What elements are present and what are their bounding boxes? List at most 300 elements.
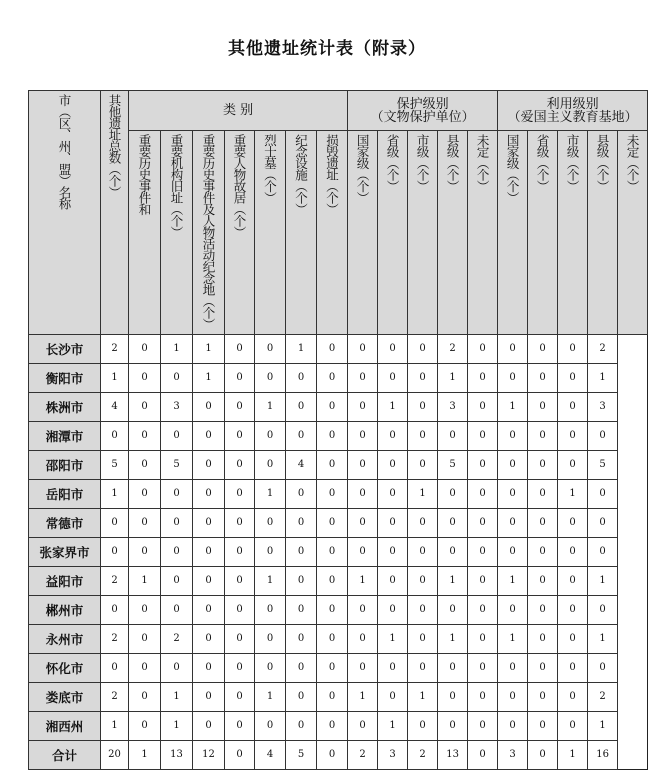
table-cell: 0 — [588, 537, 618, 566]
table-cell: 0 — [378, 334, 408, 363]
header-usage-col: 省级（个） — [528, 131, 558, 335]
table-cell: 0 — [378, 653, 408, 682]
table-row — [29, 740, 648, 769]
table-cell: 1 — [408, 682, 438, 711]
table-cell: 0 — [225, 566, 255, 595]
table-cell: 1 — [558, 740, 588, 769]
table-cell: 0 — [558, 624, 588, 653]
table-cell: 0 — [193, 566, 225, 595]
table-cell: 0 — [558, 682, 588, 711]
table-cell: 1 — [378, 624, 408, 653]
table-cell: 0 — [348, 450, 378, 479]
table-cell: 0 — [558, 537, 588, 566]
table-cell: 0 — [193, 508, 225, 537]
table-cell: 0 — [468, 392, 498, 421]
table-cell: 4 — [286, 450, 317, 479]
table-cell: 0 — [408, 566, 438, 595]
table-cell: 0 — [468, 624, 498, 653]
table-row — [29, 595, 648, 624]
table-cell: 0 — [317, 392, 348, 421]
table-cell: 0 — [408, 334, 438, 363]
table-cell: 2 — [161, 624, 193, 653]
row-name: 益阳市 — [29, 566, 101, 595]
table-cell: 1 — [348, 566, 378, 595]
header-protection-col: 未定（个） — [468, 131, 498, 335]
table-cell: 0 — [438, 479, 468, 508]
table-cell: 0 — [317, 595, 348, 624]
table-cell: 5 — [588, 450, 618, 479]
table-cell: 0 — [438, 653, 468, 682]
table-cell: 0 — [378, 682, 408, 711]
table-row — [29, 537, 648, 566]
row-name: 郴州市 — [29, 595, 101, 624]
table-cell: 2 — [588, 682, 618, 711]
table-cell: 0 — [225, 537, 255, 566]
table-cell: 0 — [528, 537, 558, 566]
table-cell: 0 — [558, 363, 588, 392]
table-cell: 0 — [348, 392, 378, 421]
table-cell: 0 — [378, 566, 408, 595]
table-cell: 0 — [528, 508, 558, 537]
table-cell: 0 — [588, 508, 618, 537]
table-cell: 0 — [498, 653, 528, 682]
table-cell: 0 — [225, 624, 255, 653]
table-cell: 5 — [438, 450, 468, 479]
table-cell: 1 — [101, 711, 129, 740]
table-cell: 0 — [438, 537, 468, 566]
table-cell: 1 — [255, 682, 286, 711]
table-cell: 0 — [408, 537, 438, 566]
table-cell: 0 — [498, 711, 528, 740]
table-cell: 0 — [101, 595, 129, 624]
table-cell: 0 — [528, 566, 558, 595]
table-cell: 0 — [317, 450, 348, 479]
row-name: 岳阳市 — [29, 479, 101, 508]
table-cell: 0 — [317, 363, 348, 392]
table-cell: 2 — [101, 682, 129, 711]
table-cell: 0 — [348, 624, 378, 653]
table-cell: 0 — [528, 740, 558, 769]
table-cell: 0 — [498, 363, 528, 392]
table-cell: 0 — [101, 653, 129, 682]
table-cell: 0 — [161, 508, 193, 537]
table-cell: 4 — [255, 740, 286, 769]
table-cell: 3 — [588, 392, 618, 421]
table-cell: 0 — [317, 334, 348, 363]
table-row — [29, 508, 648, 537]
row-name: 长沙市 — [29, 334, 101, 363]
table-cell: 1 — [498, 392, 528, 421]
table-cell: 0 — [378, 421, 408, 450]
table-cell: 0 — [378, 508, 408, 537]
table-cell: 2 — [438, 334, 468, 363]
table-cell: 0 — [161, 421, 193, 450]
table-row — [29, 566, 648, 595]
table-cell: 1 — [408, 479, 438, 508]
table-cell: 0 — [498, 421, 528, 450]
table-cell: 0 — [558, 653, 588, 682]
table-cell: 1 — [161, 682, 193, 711]
header-category-group: 类 别 — [129, 91, 348, 131]
table-cell: 0 — [468, 682, 498, 711]
table-cell: 0 — [255, 508, 286, 537]
table-cell: 0 — [528, 682, 558, 711]
row-name: 衡阳市 — [29, 363, 101, 392]
table-cell: 0 — [408, 653, 438, 682]
table-cell: 0 — [378, 450, 408, 479]
table-cell: 0 — [101, 421, 129, 450]
table-cell: 0 — [193, 537, 225, 566]
table-cell: 5 — [161, 450, 193, 479]
table-cell: 0 — [408, 421, 438, 450]
table-cell: 0 — [317, 479, 348, 508]
table-cell: 0 — [588, 595, 618, 624]
table-cell: 1 — [161, 334, 193, 363]
table-cell: 1 — [378, 392, 408, 421]
header-category-col: 重要历史事件和 — [129, 131, 161, 335]
header-protection-col: 省级（个） — [378, 131, 408, 335]
table-cell: 0 — [438, 595, 468, 624]
table-cell: 0 — [408, 450, 438, 479]
table-cell: 0 — [438, 421, 468, 450]
table-cell: 0 — [193, 653, 225, 682]
table-cell: 0 — [408, 624, 438, 653]
table-cell: 0 — [286, 653, 317, 682]
table-cell: 1 — [588, 363, 618, 392]
table-cell: 0 — [498, 450, 528, 479]
table-cell: 0 — [528, 334, 558, 363]
header-usage-col: 国家级（个） — [498, 131, 528, 335]
table-cell: 0 — [129, 653, 161, 682]
table-cell: 1 — [255, 479, 286, 508]
table-cell: 0 — [193, 711, 225, 740]
table-cell: 0 — [438, 711, 468, 740]
table-cell: 0 — [286, 537, 317, 566]
table-row — [29, 421, 648, 450]
table-cell: 0 — [193, 624, 225, 653]
table-cell: 0 — [408, 363, 438, 392]
table-cell: 5 — [286, 740, 317, 769]
row-name: 张家界市 — [29, 537, 101, 566]
table-cell: 0 — [129, 363, 161, 392]
table-cell: 1 — [101, 363, 129, 392]
table-cell: 0 — [317, 566, 348, 595]
table-cell: 0 — [317, 624, 348, 653]
table-cell: 3 — [161, 392, 193, 421]
table-cell: 0 — [317, 508, 348, 537]
row-name: 湘西州 — [29, 711, 101, 740]
table-cell: 0 — [129, 595, 161, 624]
table-cell: 0 — [161, 363, 193, 392]
table-cell: 0 — [528, 711, 558, 740]
table-cell: 0 — [129, 334, 161, 363]
table-cell: 0 — [129, 479, 161, 508]
table-cell: 0 — [317, 421, 348, 450]
header-usage-col: 县级（个） — [588, 131, 618, 335]
table-cell: 0 — [286, 624, 317, 653]
table-cell: 0 — [255, 711, 286, 740]
table-cell: 0 — [225, 479, 255, 508]
header-total: 其他遗址总数（个） — [101, 91, 129, 335]
table-cell: 5 — [101, 450, 129, 479]
table-cell: 0 — [129, 508, 161, 537]
table-cell: 0 — [225, 363, 255, 392]
table-cell: 0 — [317, 682, 348, 711]
header-category-col: 纪念设施（个） — [286, 131, 317, 335]
table-cell: 3 — [378, 740, 408, 769]
table-row — [29, 334, 648, 363]
table-cell: 0 — [468, 653, 498, 682]
table-cell: 0 — [286, 363, 317, 392]
table-cell: 0 — [558, 595, 588, 624]
header-category-col: 重要历史事件及人物活动纪念地（个） — [193, 131, 225, 335]
table-cell: 1 — [286, 334, 317, 363]
table-cell: 1 — [255, 392, 286, 421]
table-cell: 0 — [468, 450, 498, 479]
table-cell: 0 — [468, 595, 498, 624]
table-cell: 0 — [286, 508, 317, 537]
table-cell: 0 — [468, 711, 498, 740]
table-cell: 0 — [101, 508, 129, 537]
table-cell: 0 — [528, 421, 558, 450]
table-cell: 16 — [588, 740, 618, 769]
table-cell: 0 — [286, 711, 317, 740]
table-cell: 0 — [225, 421, 255, 450]
table-body — [29, 334, 648, 769]
table-cell: 0 — [286, 392, 317, 421]
table-cell: 0 — [498, 479, 528, 508]
table-cell: 0 — [468, 740, 498, 769]
table-cell: 2 — [408, 740, 438, 769]
table-cell: 0 — [528, 450, 558, 479]
table-cell: 0 — [558, 566, 588, 595]
table-cell: 0 — [378, 479, 408, 508]
table-cell: 0 — [348, 421, 378, 450]
header-usage-group: 利用级别 （爱国主义教育基地） — [498, 91, 648, 131]
table-cell: 0 — [193, 421, 225, 450]
table-cell: 0 — [468, 566, 498, 595]
table-cell: 0 — [286, 566, 317, 595]
table-cell: 0 — [348, 595, 378, 624]
table-cell: 0 — [317, 740, 348, 769]
table-cell: 0 — [225, 450, 255, 479]
table-cell: 0 — [348, 363, 378, 392]
table-cell: 0 — [558, 450, 588, 479]
table-cell: 1 — [588, 624, 618, 653]
header-usage-col: 未定（个） — [618, 131, 648, 335]
table-cell: 0 — [255, 334, 286, 363]
table-cell: 1 — [438, 624, 468, 653]
table-cell: 1 — [588, 566, 618, 595]
header-protection-group: 保护级别 （文物保护单位） — [348, 91, 498, 131]
row-name: 株洲市 — [29, 392, 101, 421]
table-cell: 1 — [498, 566, 528, 595]
table-cell: 0 — [348, 334, 378, 363]
table-row — [29, 392, 648, 421]
row-name: 怀化市 — [29, 653, 101, 682]
header-protection-col: 国家级（个） — [348, 131, 378, 335]
table-cell: 1 — [588, 711, 618, 740]
table-cell: 0 — [161, 595, 193, 624]
table-cell: 0 — [193, 392, 225, 421]
table-cell: 0 — [348, 537, 378, 566]
table-cell: 0 — [348, 653, 378, 682]
table-cell: 0 — [255, 624, 286, 653]
header-category-col: 烈士墓（个） — [255, 131, 286, 335]
row-name: 湘潭市 — [29, 421, 101, 450]
table-cell: 1 — [101, 479, 129, 508]
table-cell: 0 — [129, 537, 161, 566]
row-name: 合计 — [29, 740, 101, 769]
table-cell: 0 — [558, 392, 588, 421]
table-cell: 0 — [468, 537, 498, 566]
table-cell: 0 — [129, 450, 161, 479]
table-cell: 1 — [255, 566, 286, 595]
table-cell: 1 — [378, 711, 408, 740]
table-cell: 0 — [408, 595, 438, 624]
table-cell: 0 — [528, 363, 558, 392]
table-cell: 0 — [161, 537, 193, 566]
table-cell: 0 — [317, 537, 348, 566]
table-cell: 0 — [286, 682, 317, 711]
table-cell: 0 — [498, 595, 528, 624]
table-cell: 0 — [161, 653, 193, 682]
table-row — [29, 624, 648, 653]
table-cell: 0 — [225, 682, 255, 711]
table-cell: 0 — [129, 711, 161, 740]
table-cell: 0 — [286, 421, 317, 450]
table-cell: 0 — [317, 653, 348, 682]
table-cell: 0 — [528, 479, 558, 508]
table-cell: 2 — [348, 740, 378, 769]
table-cell: 0 — [348, 479, 378, 508]
table-cell: 0 — [225, 392, 255, 421]
table-cell: 0 — [255, 595, 286, 624]
table-cell: 0 — [255, 537, 286, 566]
table-cell: 0 — [129, 682, 161, 711]
table-cell: 0 — [528, 653, 558, 682]
table-cell: 0 — [558, 508, 588, 537]
table-cell: 0 — [408, 711, 438, 740]
table-cell: 2 — [101, 566, 129, 595]
table-cell: 0 — [193, 479, 225, 508]
table-cell: 0 — [193, 450, 225, 479]
table-cell: 0 — [255, 653, 286, 682]
table-cell: 0 — [588, 653, 618, 682]
table-cell: 0 — [129, 392, 161, 421]
table-cell: 0 — [498, 508, 528, 537]
table-cell: 0 — [129, 421, 161, 450]
table-cell: 0 — [255, 363, 286, 392]
header-usage-col: 市级（个） — [558, 131, 588, 335]
table-cell: 2 — [588, 334, 618, 363]
table-cell: 1 — [129, 566, 161, 595]
table-cell: 0 — [101, 537, 129, 566]
table-cell: 0 — [468, 334, 498, 363]
table-cell: 0 — [255, 450, 286, 479]
table-cell: 0 — [468, 421, 498, 450]
table-row — [29, 682, 648, 711]
table-cell: 1 — [558, 479, 588, 508]
table-cell: 0 — [408, 392, 438, 421]
table-cell: 0 — [498, 537, 528, 566]
table-cell: 2 — [101, 624, 129, 653]
table-cell: 0 — [378, 363, 408, 392]
table-row — [29, 653, 648, 682]
table-cell: 0 — [558, 421, 588, 450]
header-protection-col: 市级（个） — [408, 131, 438, 335]
page-title: 其他遗址统计表（附录） — [228, 39, 426, 59]
table-cell: 13 — [438, 740, 468, 769]
table-cell: 3 — [438, 392, 468, 421]
table-cell: 0 — [378, 595, 408, 624]
table-cell: 0 — [498, 334, 528, 363]
table-cell: 0 — [468, 479, 498, 508]
table-cell: 0 — [528, 624, 558, 653]
table-cell: 0 — [193, 682, 225, 711]
row-name: 常德市 — [29, 508, 101, 537]
table-row — [29, 363, 648, 392]
table-row — [29, 479, 648, 508]
table-cell: 0 — [193, 595, 225, 624]
table-cell: 0 — [528, 392, 558, 421]
statistics-table — [28, 90, 648, 770]
table-cell: 0 — [468, 363, 498, 392]
table-cell: 0 — [129, 624, 161, 653]
table-cell: 1 — [438, 363, 468, 392]
table-cell: 2 — [101, 334, 129, 363]
table-cell: 1 — [161, 711, 193, 740]
table-cell: 0 — [468, 508, 498, 537]
table-cell: 0 — [225, 508, 255, 537]
table-cell: 0 — [498, 682, 528, 711]
table-cell: 0 — [286, 479, 317, 508]
row-name: 娄底市 — [29, 682, 101, 711]
table-cell: 0 — [225, 711, 255, 740]
table-cell: 3 — [498, 740, 528, 769]
table-cell: 0 — [161, 479, 193, 508]
table-cell: 0 — [588, 479, 618, 508]
header-city: 市（区、州、盟）名称 — [29, 91, 101, 335]
row-name: 邵阳市 — [29, 450, 101, 479]
table-cell: 1 — [193, 334, 225, 363]
table-cell: 0 — [225, 740, 255, 769]
table-cell: 0 — [286, 595, 317, 624]
table-row — [29, 450, 648, 479]
table-cell: 0 — [225, 653, 255, 682]
table-cell: 0 — [558, 334, 588, 363]
table-cell: 1 — [438, 566, 468, 595]
table-cell: 0 — [348, 508, 378, 537]
table-cell: 12 — [193, 740, 225, 769]
table-cell: 1 — [498, 624, 528, 653]
table-cell: 0 — [348, 711, 378, 740]
table-cell: 0 — [161, 566, 193, 595]
table-cell: 0 — [528, 595, 558, 624]
table-cell: 0 — [408, 508, 438, 537]
table-cell: 0 — [438, 508, 468, 537]
table-cell: 1 — [129, 740, 161, 769]
header-category-col: 重要人物故居（个） — [225, 131, 255, 335]
header-category-col: 重要机构旧址（个） — [161, 131, 193, 335]
table-cell: 0 — [378, 537, 408, 566]
table-cell: 0 — [317, 711, 348, 740]
table-row — [29, 711, 648, 740]
table-cell: 4 — [101, 392, 129, 421]
table-cell: 1 — [193, 363, 225, 392]
table-cell: 0 — [558, 711, 588, 740]
header-protection-col: 县级（个） — [438, 131, 468, 335]
